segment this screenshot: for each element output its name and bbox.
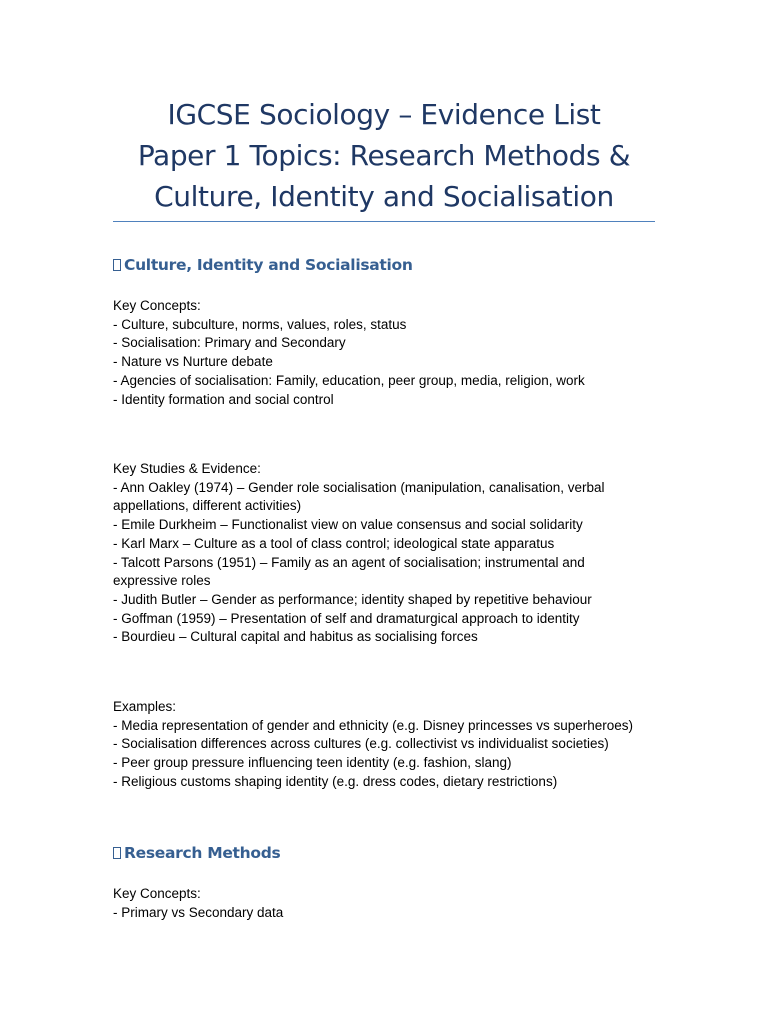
list-item: - Culture, subculture, norms, values, roles, status [113,316,407,332]
list-item: - Talcott Parsons (1951) – Family as an agent of socialisation; instrumental and expressive roles [113,554,585,589]
title-line-2: Paper 1 Topics: Research Methods & [137,139,631,172]
key-studies-block [113,460,653,647]
key-concepts-label: Key Concepts: [113,298,201,313]
missing-glyph-icon [113,847,121,859]
list-item: - Bourdieu – Cultural capital and habitus as socialising forces [113,629,478,645]
list-item: - Agencies of socialisation: Family, education, peer group, media, religion, work [113,372,585,388]
examples-block [113,698,653,792]
key-studies-label: Key Studies & Evidence: [113,461,261,476]
key-concepts-label: Key Concepts: [113,886,201,901]
list-item: - Judith Butler – Gender as performance; identity shaped by repetitive behaviour [113,591,592,607]
list-item: - Primary vs Secondary data [113,904,284,920]
list-item: - Goffman (1959) – Presentation of self and dramaturgical approach to identity [113,610,580,626]
list-item: - Religious customs shaping identity (e.g. dress codes, dietary restrictions) [113,773,558,789]
list-item: - Media representation of gender and ethnicity (e.g. Disney princesses vs superheroes) [113,717,634,733]
section-heading-text: Research Methods [124,844,281,862]
list-item: - Ann Oakley (1974) – Gender role socialisation (manipulation, canalisation, verbal appellations, different activities) [113,479,605,514]
list-item: - Karl Marx – Culture as a tool of class control; ideological state apparatus [113,535,555,551]
key-concepts-block [113,297,653,409]
document-title [113,94,655,217]
section-heading-text: Culture, Identity and Socialisation [124,256,413,274]
title-line-1: IGCSE Sociology – Evidence List [167,98,601,131]
list-item: - Identity formation and social control [113,391,334,407]
research-key-concepts-block [113,885,653,922]
list-item: - Emile Durkheim – Functionalist view on value consensus and social solidarity [113,517,583,533]
list-item: - Nature vs Nurture debate [113,354,273,370]
list-item: - Peer group pressure influencing teen identity (e.g. fashion, slang) [113,755,512,771]
list-item: - Socialisation: Primary and Secondary [113,335,346,351]
list-item: - Socialisation differences across cultures (e.g. collectivist vs individualist societies) [113,736,609,752]
title-line-3: Culture, Identity and Socialisation [154,180,614,213]
title-divider [113,221,655,222]
section-heading-research [113,844,280,862]
section-heading-culture [113,256,413,274]
examples-label: Examples: [113,699,177,714]
missing-glyph-icon [113,259,121,271]
